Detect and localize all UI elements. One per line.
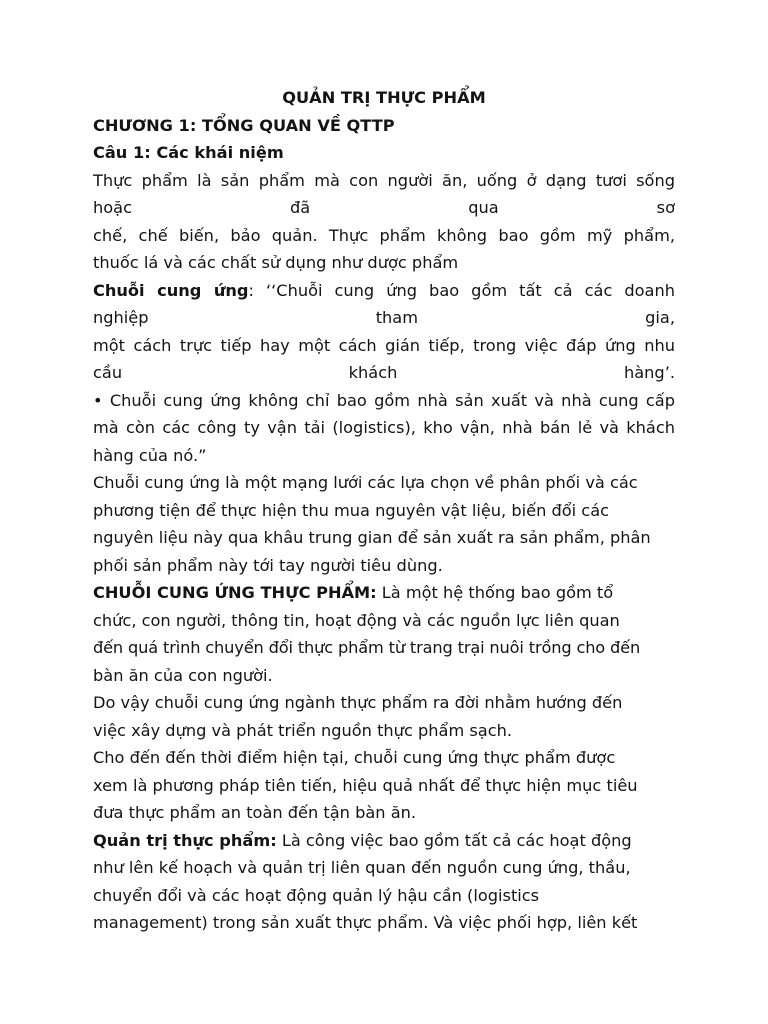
chapter-heading: CHƯƠNG 1: TỔNG QUAN VỀ QTTP xyxy=(93,115,395,135)
document-page xyxy=(93,84,675,937)
text-line: chức, con người, thông tin, hoạt động và các nguồn lực liên quan xyxy=(93,610,620,630)
text-line: nguyên liệu này qua khâu trung gian để sản xuất ra sản phẩm, phân xyxy=(93,528,651,547)
paragraph-food-supply-chain xyxy=(93,579,675,689)
text-line: mà còn các công ty vận tải (logistics), kho vận, nhà bán lẻ và khách xyxy=(93,418,675,437)
text-line: Do vậy chuỗi cung ứng ngành thực phẩm ra đời nhằm hướng đến xyxy=(93,693,623,712)
term-food-supply-chain: CHUỖI CUNG ỨNG THỰC PHẨM: xyxy=(93,583,377,602)
paragraph-supply-chain-definition xyxy=(93,277,675,470)
text-line: hàng của nó.” xyxy=(93,445,207,465)
text-fragment: Là công việc bao gồm tất cả các hoạt động xyxy=(276,830,632,850)
text-line: Thực phẩm là sản phẩm mà con người ăn, uống ở dạng tươi sống xyxy=(93,170,675,190)
text-line: một cách trực tiếp hay một cách gián tiếp, trong việc đáp ứng nhu xyxy=(93,335,675,355)
text-line: cầu khách hàng’. xyxy=(93,363,675,382)
text-line: hoặc đã qua sơ xyxy=(93,198,675,217)
text-line: management) trong sản xuất thực phẩm. Và việc phối hợp, liên kết xyxy=(93,913,638,932)
text-line: xem là phương pháp tiên tiến, hiệu quả nhất để thực hiện mục tiêu xyxy=(93,775,638,795)
text-line: Cho đến đến thời điểm hiện tại, chuỗi cung ứng thực phẩm được xyxy=(93,748,616,767)
paragraph-current-status xyxy=(93,744,675,827)
paragraph-food-industry xyxy=(93,689,675,744)
paragraph-food-management xyxy=(93,827,675,937)
text-line: phối sản phẩm này tới tay người tiêu dùng. xyxy=(93,555,443,575)
text-line: Chuỗi cung ứng là một mạng lưới các lựa chọn về phân phối và các xyxy=(93,473,638,492)
text-line xyxy=(93,277,675,305)
text-line: bàn ăn của con người. xyxy=(93,665,273,685)
text-line: chuyển đổi và các hoạt động quản lý hậu cần (logistics xyxy=(93,885,540,905)
text-fragment: : ‘‘Chuỗi cung ứng bao gồm tất cả các doanh xyxy=(248,280,675,300)
text-line: như lên kế hoạch và quản trị liên quan đến nguồn cung ứng, thầu, xyxy=(93,858,631,877)
text-line: • Chuỗi cung ứng không chỉ bao gồm nhà sản xuất và nhà cung cấp xyxy=(93,390,675,410)
text-fragment: Là một hệ thống bao gồm tổ xyxy=(376,583,614,602)
question-heading: Câu 1: Các khái niệm xyxy=(93,143,284,162)
term-supply-chain: Chuỗi cung ứng xyxy=(93,280,249,300)
text-line: chế, chế biến, bảo quản. Thực phẩm không bao gồm mỹ phẩm, xyxy=(93,225,675,245)
paragraph-supply-chain-network xyxy=(93,469,675,579)
text-line: đưa thực phẩm an toàn đến tận bàn ăn. xyxy=(93,803,417,822)
text-line: việc xây dựng và phát triển nguồn thực phẩm sạch. xyxy=(93,720,513,740)
text-line xyxy=(93,579,675,607)
text-line: phương tiện để thực hiện thu mua nguyên vật liệu, biến đổi các xyxy=(93,500,610,520)
text-line: đến quá trình chuyển đổi thực phẩm từ trang trại nuôi trồng cho đến xyxy=(93,638,641,657)
text-line xyxy=(93,827,675,855)
document-title: QUẢN TRỊ THỰC PHẨM xyxy=(282,88,486,107)
paragraph-food-definition xyxy=(93,167,675,277)
term-food-management: Quản trị thực phẩm: xyxy=(93,830,277,850)
text-line: thuốc lá và các chất sử dụng như dược phẩm xyxy=(93,253,459,272)
text-line: nghiệp tham gia, xyxy=(93,308,675,327)
